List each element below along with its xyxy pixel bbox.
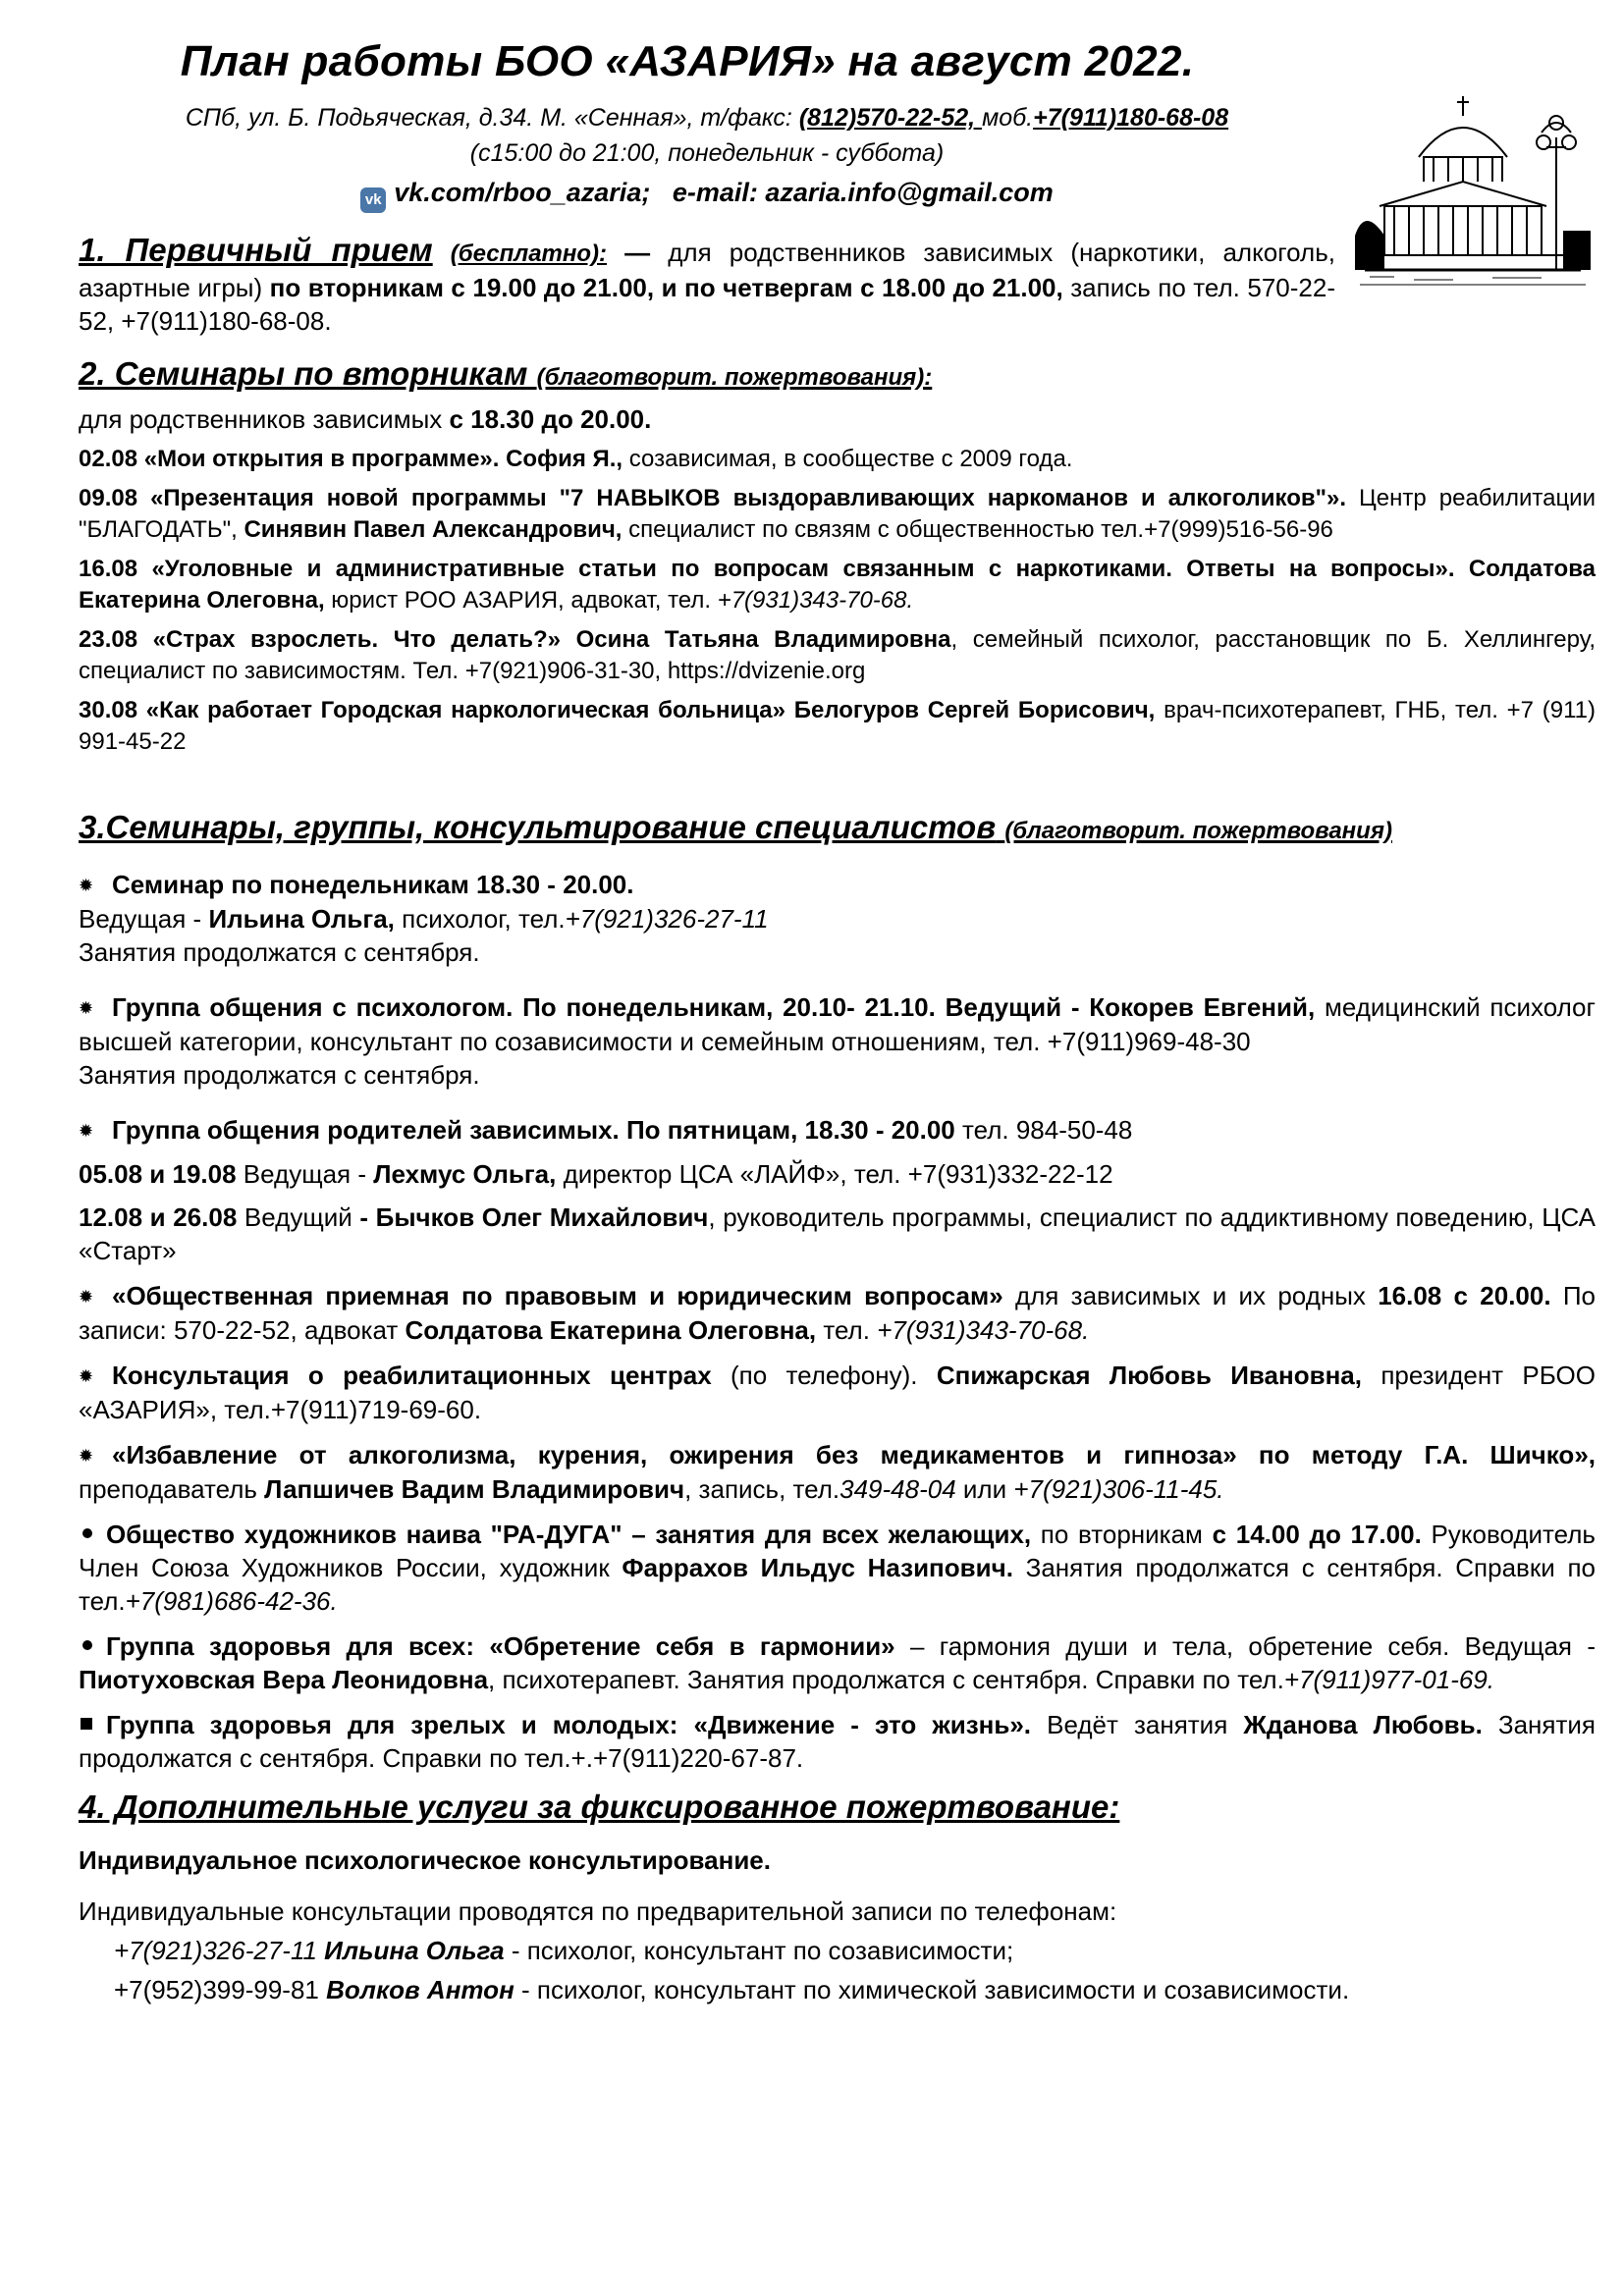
consultant-item: +7(921)326-27-11 Ильина Ольга - психолог, консультант по созависимости;	[114, 1936, 1014, 1965]
section-1-title: 1. Первичный прием	[79, 232, 433, 268]
hours-line: (с15:00 до 21:00, понедельник - суббота)	[469, 139, 945, 167]
section-4-title: 4. Дополнительные услуги за фиксированное пожертвование:	[79, 1789, 1120, 1825]
seminar-item: 16.08 «Уголовные и административные статьи по вопросам связанным с наркотиками. Ответы на вопросы». Солдатова Екатерина Олеговна, юрист РОО АЗАРИЯ, адвокат, тел. +7(931)343-70-68.	[79, 556, 1596, 614]
seminar-item: 23.08 «Страх взрослеть. Что делать?» Осина Татьяна Владимировна, семейный психолог, расстановщик по Б. Хеллингеру, специалист по зависимостям. Тел. +7(921)906-31-30, https://dvizenie.org	[79, 626, 1596, 684]
cathedral-illustration	[1355, 88, 1591, 294]
group-item-detail: 12.08 и 26.08 Ведущий - Бычков Олег Михайлович, руководитель программы, специалист по аддиктивному поведению, ЦСА «Старт»	[79, 1202, 1597, 1265]
group-item-detail: Ведущая - Ильина Ольга, психолог, тел.+7(921)326-27-11	[79, 904, 769, 934]
vk-link[interactable]: vk.com/rboo_azaria;	[394, 178, 651, 207]
group-item: Группа здоровья для всех: «Обретение себя в гармонии» – гармония души и тела, обретение себя. Ведущая - Пиотуховская Вера Леонидовна, психотерапевт. Занятия продолжатся с сентября. Справки по тел.+7(911)977-01-69.	[79, 1631, 1596, 1694]
mobile-link[interactable]: +7(911)180-68-08	[1033, 104, 1229, 132]
seminar-item: 30.08 «Как работает Городская наркологическая больница» Белогуров Сергей Борисович, врач-психотерапевт, ГНБ, тел. +7 (911) 991-45-22	[79, 697, 1597, 755]
vk-icon: vk	[360, 187, 386, 213]
group-item: ✹ «Общественная приемная по правовым и юридическим вопросам» для зависимых и их родных 16.08 с 20.00. По записи: 570-22-52, адвокат Солдатова Екатерина Олеговна, тел. +7(931)343-70-68.	[79, 1281, 1596, 1345]
email-link[interactable]: e-mail: azaria.info@gmail.com	[672, 178, 1054, 207]
group-item: ✹ Семинар по понедельникам 18.30 - 20.00.	[79, 868, 1596, 902]
group-item-detail: Занятия продолжатся с сентября.	[79, 1060, 480, 1090]
consultant-item: +7(952)399-99-81 Волков Антон - психолог, консультант по химической зависимости и созависимости.	[114, 1975, 1350, 2004]
bullet-icon: ✹	[79, 1121, 94, 1141]
page-title: План работы БОО «АЗАРИЯ» на август 2022.	[180, 37, 1195, 85]
phone-link[interactable]: (812)570-22-52,	[798, 104, 983, 132]
address-line: СПб, ул. Б. Подьяческая, д.34. М. «Сенная», т/факс: (812)570-22-52, моб.+7(911)180-68-08	[185, 104, 1229, 132]
group-item: ✹ Консультация о реабилитационных центрах (по телефону). Спижарская Любовь Ивановна, президент РБОО «АЗАРИЯ», тел.+7(911)719-69-60.	[79, 1361, 1596, 1424]
bullet-dot-icon	[82, 1528, 92, 1538]
group-item: ✹ Группа общения родителей зависимых. По пятницам, 18.30 - 20.00 тел. 984-50-48	[79, 1113, 1596, 1148]
section-2-title: 2. Семинары по вторникам (благотворит. пожертвования):	[79, 355, 933, 392]
group-item-detail: 05.08 и 19.08 Ведущая - Лехмус Ольга, директор ЦСА «ЛАЙФ», тел. +7(931)332-22-12	[79, 1159, 1113, 1189]
contacts-line	[79, 171, 1335, 214]
bullet-icon: ✹	[79, 1446, 94, 1466]
section-3-title: 3.Семинары, группы, консультирование специалистов (благотворит. пожертвования)	[79, 809, 1392, 845]
section-4-intro: Индивидуальные консультации проводятся по предварительной записи по телефонам:	[79, 1896, 1117, 1926]
bullet-icon: ✹	[79, 1366, 94, 1386]
bullet-square-icon	[81, 1718, 92, 1730]
bullet-icon: ✹	[79, 998, 94, 1018]
group-item-detail: Занятия продолжатся с сентября.	[79, 937, 480, 967]
seminar-item: 02.08 «Мои открытия в программе». София Я., созависимая, в сообществе с 2009 года.	[79, 446, 1073, 472]
group-item: ✹ «Избавление от алкоголизма, курения, ожирения без медикаментов и гипноза» по методу Г.А. Шичко», преподаватель Лапшичев Вадим Владимирович, запись, тел.349-48-04 или +7(921)306-11-45.	[79, 1440, 1596, 1504]
bullet-dot-icon	[82, 1640, 92, 1650]
group-item: Группа здоровья для зрелых и молодых: «Движение - это жизнь». Ведёт занятия Жданова Любовь. Занятия продолжатся с сентября. Справки по тел.+.+7(911)220-67-87.	[79, 1710, 1597, 1773]
section-4-subtitle: Индивидуальное психологическое консультирование.	[79, 1845, 771, 1875]
section-1-text: 1. Первичный прием (бесплатно): — для родственников зависимых (наркотики, алкоголь, азартные игры) по вторникам с 19.00 до 21.00, и по четвергам с 18.00 до 21.00, запись по тел. 570-22-52, +7(911)180-68-08.	[79, 232, 1336, 336]
seminar-item: 09.08 «Презентация новой программы "7 НАВЫКОВ выздоравливающих наркоманов и алкоголиков"». Центр реабилитации "БЛАГОДАТЬ", Синявин Павел Александрович, специалист по связям с общественностью тел.+7(999)516-56-96	[79, 485, 1596, 543]
group-item: ✹ Группа общения с психологом. По понедельникам, 20.10- 21.10. Ведущий - Кокорев Евгений, медицинский психолог высшей категории, консультант по созависимости и семейным отношениям, тел. +7(911)969-48-30	[79, 992, 1597, 1056]
section-2-intro: для родственников зависимых с 18.30 до 20.00.	[79, 404, 652, 434]
bullet-icon: ✹	[79, 876, 94, 895]
bullet-icon: ✹	[79, 1287, 94, 1307]
section-2	[79, 355, 1596, 758]
section-4	[79, 1789, 1596, 2006]
group-item: Общество художников наива "РА-ДУГА" – занятия для всех желающих, по вторникам с 14.00 до 17.00. Руководитель Член Союза Художников России, художник Фаррахов Ильдус Назипович. Занятия продолжатся с сентября. Справки по тел.+7(981)686-42-36.	[79, 1520, 1596, 1616]
section-3	[79, 809, 1596, 1775]
document-page	[79, 29, 1596, 2006]
